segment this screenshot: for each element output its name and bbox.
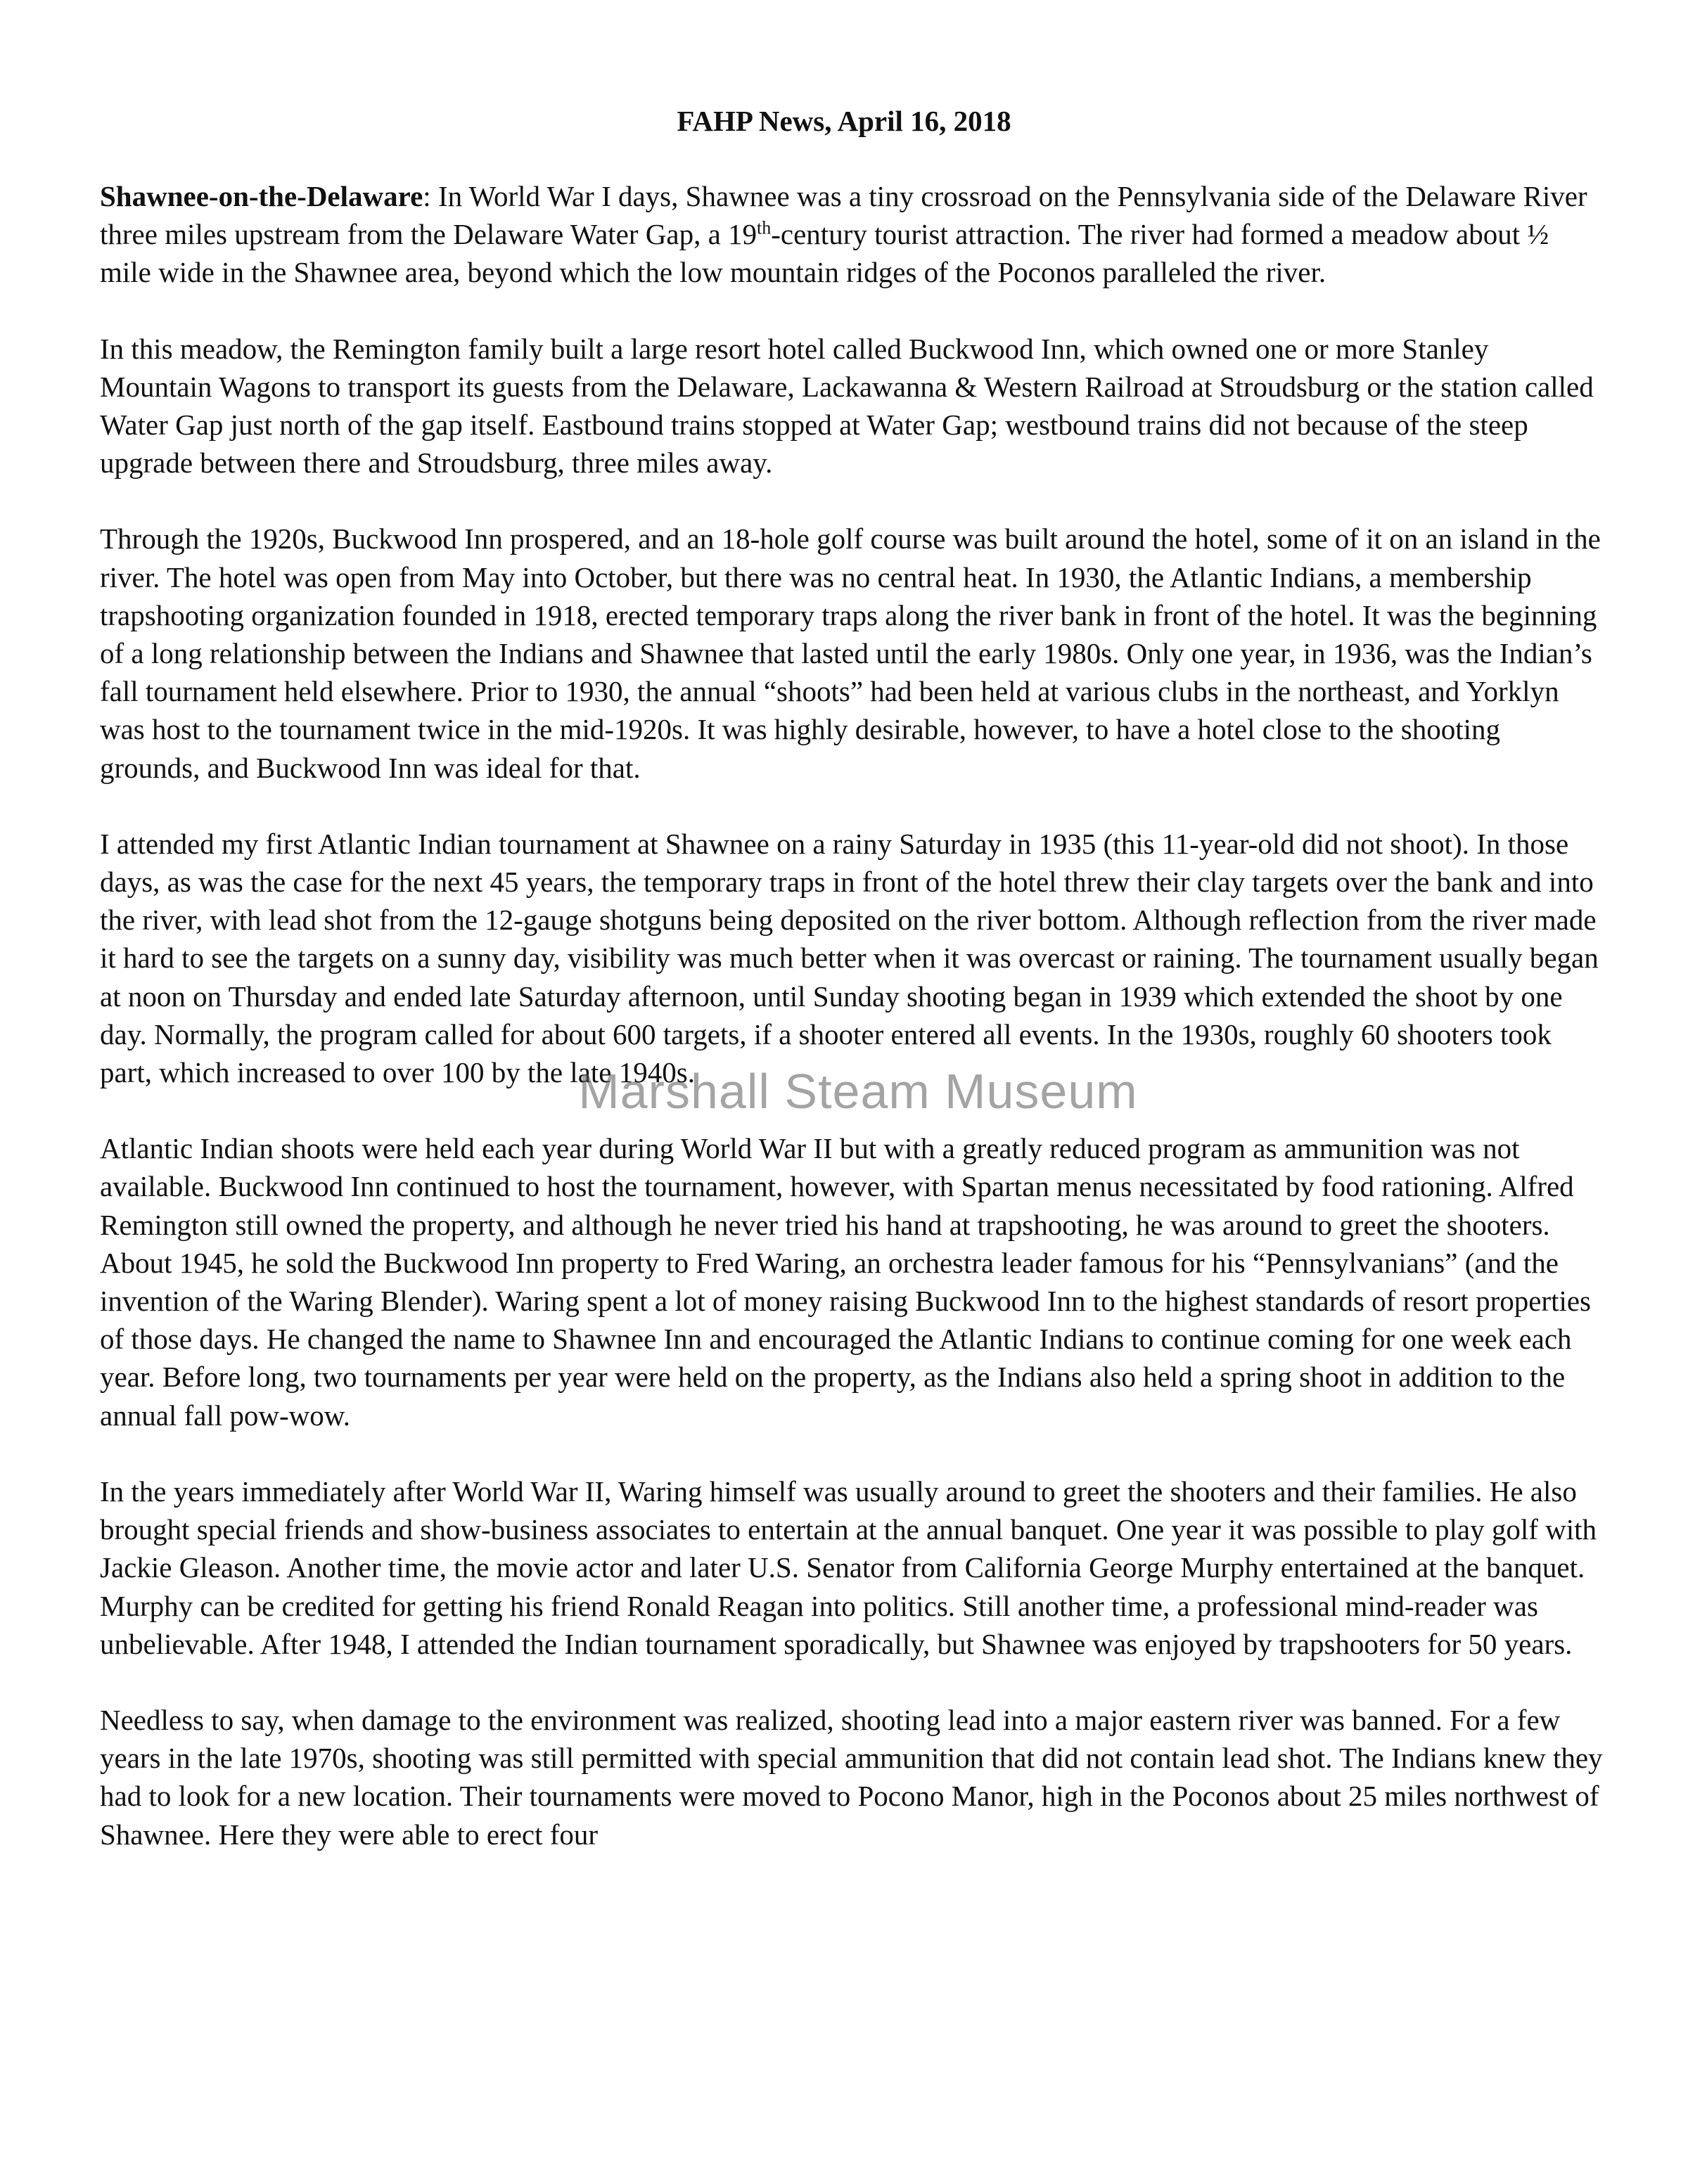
- paragraph-lead-heading: Shawnee-on-the-Delaware: [100, 180, 423, 212]
- paragraph-1-text-continued: -century tourist attraction. The river had formed a meadow about ½ mile wide in the Shawnee area, beyond which the low mountain ridges of the Poconos paralleled the river.: [100, 218, 1549, 289]
- paragraph-2: In this meadow, the Remington family built a large resort hotel called Buckwood Inn, which owned one or more Stanley Mountain Wagons to transport its guests from the Delaware, Lackawanna & Western Railroad at Stroudsburg or the station called Water Gap just north of the gap itself. Eastbound trains stopped at Water Gap; westbound trains did not because of the steep upgrade between there and Stroudsburg, three miles away.: [100, 332, 1594, 480]
- page-title: FAHP News, April 16, 2018: [677, 105, 1011, 137]
- paragraph-5: Atlantic Indian shoots were held each year during World War II but with a greatly reduced program as ammunition was not available. Buckwood Inn continued to host the tournament, however, with Spartan menus necessitated by food rationing. Alfred Remington still owned the property, and although he never tried his hand at trapshooting, he was around to greet the shooters. About 1945, he sold the Buckwood Inn property to Fred Waring, an orchestra leader famous for his “Pennsylvanians” (and the invention of the Waring Blender). Waring spent a lot of money raising Buckwood Inn to the highest standards of resort properties of those days. He changed the name to Shawnee Inn and encouraged the Atlantic Indians to continue coming for one week each year. Before long, two tournaments per year were held on the property, as the Indians also held a spring shoot in addition to the annual fall pow-wow.: [100, 1132, 1592, 1432]
- ordinal-superscript: th: [757, 217, 772, 238]
- paragraph-6: In the years immediately after World War II, Waring himself was usually around to greet the shooters and their families. He also brought special friends and show-business associates to entertain at the annual banquet. One year it was possible to play golf with Jackie Gleason. Another time, the movie actor and later U.S. Senator from California George Murphy entertained at the banquet. Murphy can be credited for getting his friend Ronald Reagan into politics. Still another time, a professional mind-reader was unbelievable. After 1948, I attended the Indian tournament sporadically, but Shawnee was enjoyed by trapshooters for 50 years.: [100, 1475, 1597, 1660]
- paragraph-1: [100, 177, 1605, 292]
- paragraph-4: I attended my first Atlantic Indian tournament at Shawnee on a rainy Saturday in 1935 (this 11-year-old did not shoot). In those days, as was the case for the next 45 years, the temporary traps in front of the hotel threw their clay targets over the bank and into the river, with lead shot from the 12-gauge shotguns being deposited on the river bottom. Although reflection from the river made it hard to see the targets on a sunny day, visibility was much better when it was overcast or raining. The tournament usually began at noon on Thursday and ended late Saturday afternoon, until Sunday shooting began in 1939 which extended the shoot by one day. Normally, the program called for about 600 targets, if a shooter entered all events. In the 1930s, roughly 60 shooters took part, which increased to over 100 by the late 1940s.: [100, 827, 1599, 1089]
- paragraph-1-text: : In World War I days, Shawnee was a tiny crossroad on the Pennsylvania side of the Delaware River three miles upstream from the Delaware Water Gap, a 19: [100, 180, 1587, 251]
- museum-watermark: Marshall Steam Museum: [578, 1064, 1138, 1119]
- paragraph-3: Through the 1920s, Buckwood Inn prospered, and an 18-hole golf course was built around the hotel, some of it on an island in the river. The hotel was open from May into October, but there was no central heat. In 1930, the Atlantic Indians, a membership trapshooting organization founded in 1918, erected temporary traps along the river bank in front of the hotel. It was the beginning of a long relationship between the Indians and Shawnee that lasted until the early 1980s. Only one year, in 1936, was the Indian’s fall tournament held elsewhere. Prior to 1930, the annual “shoots” had been held at various clubs in the northeast, and Yorklyn was host to the tournament twice in the mid-1920s. It was highly desirable, however, to have a hotel close to the shooting grounds, and Buckwood Inn was ideal for that.: [100, 522, 1601, 784]
- paragraph-7: Needless to say, when damage to the environment was realized, shooting lead into a major eastern river was banned. For a few years in the late 1970s, shooting was still permitted with special ammunition that did not contain lead shot. The Indians knew they had to look for a new location. Their tournaments were moved to Pocono Manor, high in the Poconos about 25 miles northwest of Shawnee. Here they were able to erect four: [100, 1703, 1603, 1851]
- article-body: [100, 177, 1605, 1891]
